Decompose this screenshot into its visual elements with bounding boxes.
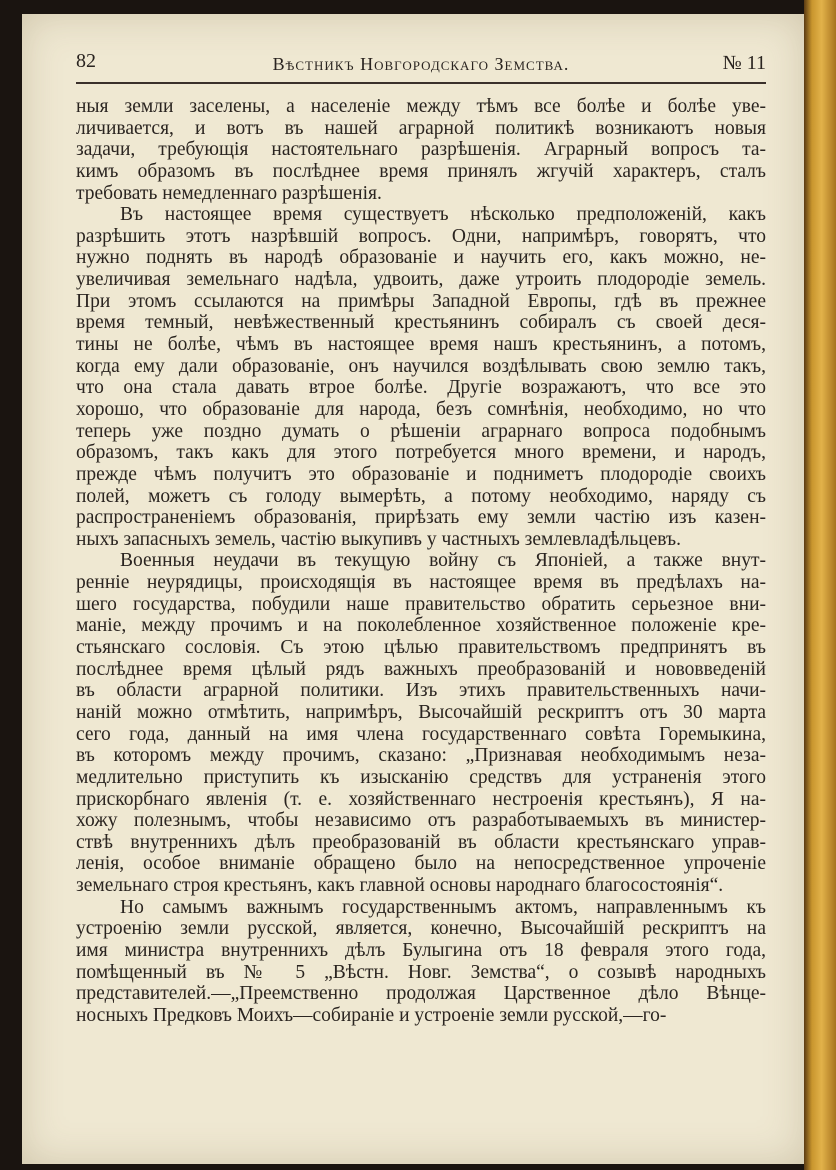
issue-number: № 11 [722,52,766,74]
journal-title: Вѣстникъ Новгородскаго Земства. [272,54,570,74]
text-line: разрѣшить этотъ назрѣвшій вопросъ. Одни, напримѣръ, говорятъ, что [76,225,766,247]
text-line: личивается, и вотъ въ нашей аграрной политикѣ возникаютъ новыя [76,117,766,139]
text-line: имя министра внутреннихъ дѣлъ Булыгина отъ 18 февраля этого года, [76,939,766,961]
text-line: устроенію земли русской, является, конечно, Высочайшій рескриптъ на [76,918,766,940]
text-line: нужно поднять въ народѣ образованіе и научить его, какъ можно, не- [76,247,766,269]
text-line: ныхъ запасныхъ земель, частію выкупивъ у частныхъ землевладѣльцевъ. [76,528,681,550]
text-line: когда ему дали образованіе, онъ научился воздѣлывать свою землю такъ, [76,355,766,377]
text-line: требовать немедленнаго разрѣшенія. [76,182,382,204]
text-line: Въ настоящее время существуетъ нѣсколько предположеній, какъ [120,204,766,226]
text-line: медлительно приступить къ изысканію средствъ для устраненія этого [76,766,766,788]
text-line: помѣщенный въ № 5 „Вѣстн. Новг. Земства“, о созывѣ народныхъ [76,961,766,983]
text-line: ствѣ внутреннихъ дѣлъ преобразованій въ области крестьянскаго управ- [76,831,766,853]
text-line: наній можно отмѣтить, напримѣръ, Высочайшій рескриптъ отъ 30 марта [76,701,766,723]
text-line: въ области аграрной политики. Изъ этихъ правительственныхъ начи- [76,680,766,702]
text-line: ренніе неурядицы, происходящія въ настоящее время въ предѣлахъ на- [76,572,766,594]
text-line: распространеніемъ образованія, прирѣзать ему земли частію изъ казен- [76,507,766,529]
text-line: ленія, особое вниманіе обращено было на непосредственное упроченіе [76,853,766,875]
text-line: полей, можетъ съ голоду вымерѣть, а потому необходимо, наряду съ [76,485,766,507]
text-line: шего государства, побудили наше правительство обратить серьезное вни- [76,593,766,615]
text-line: Военныя неудачи въ текущую войну съ Японіей, а также внут- [120,550,766,572]
text-line: сего года, данный на имя члена государственнаго совѣта Горемыкина, [76,723,766,745]
text-line: тины не болѣе, чѣмъ въ настоящее время нашъ крестьянинъ, а потомъ, [76,334,766,356]
text-line: хожу полезнымъ, чтобы независимо отъ разработываемыхъ въ министер- [76,810,766,832]
text-line: теперь уже поздно думать о рѣшеніи аграрнаго вопроса подобнымъ [76,420,766,442]
text-line: прискорбнаго явленія (т. е. хозяйственнаго нестроенія крестьянъ), Я на- [76,788,766,810]
page-number: 82 [76,50,96,72]
running-header [76,44,766,84]
article-body [76,96,766,1027]
text-line: ныя земли заселены, а населеніе между тѣмъ все болѣе и болѣе уве- [76,96,766,117]
text-line: прежде чѣмъ получитъ это образованіе и подниметъ плодородіе своихъ [76,463,766,485]
text-line: въ которомъ между прочимъ, сказано: „Признавая необходимымъ неза- [76,745,766,767]
text-line: хорошо, что образованіе для народа, безъ сомнѣнія, необходимо, но что [76,398,766,420]
text-line: стьянскаго сословія. Съ этою цѣлью правительствомъ предпринятъ въ [76,637,766,659]
text-line: Но самымъ важнымъ государственнымъ актомъ, направленнымъ къ [120,896,766,918]
text-line: послѣднее время цѣлый рядъ важныхъ преобразованій и нововведеній [76,658,766,680]
text-line: кимъ образомъ въ послѣднее время принялъ жгучій характеръ, сталъ [76,160,766,182]
book-spine [804,0,836,1170]
text-line: время темный, невѣжественный крестьянинъ собиралъ съ своей деся- [76,312,766,334]
text-line: задачи, требующія настоятельнаго разрѣшенія. Аграрный вопросъ та- [76,139,766,161]
header-rule [76,82,766,84]
text-line: При этомъ ссылаются на примѣры Западной Европы, гдѣ въ прежнее [76,290,766,312]
text-line: маніе, между прочимъ и на поколебленное хозяйственное положеніе кре- [76,615,766,637]
text-line: образомъ, такъ какъ для этого потребуется много времени, и народъ, [76,442,766,464]
text-line: представителей.—„Преемственно продолжая Царственное дѣло Вѣнце- [76,983,766,1005]
text-line: что она стала давать втрое болѣе. Другіе возражаютъ, что все это [76,377,766,399]
text-line: носныхъ Предковъ Моихъ—собираніе и устроеніе земли русской,—го- [76,1004,667,1026]
text-line: земельнаго строя крестьянъ, какъ главной основы народнаго благосостоянія“. [76,875,724,897]
text-line: увеличивая земельнаго надѣла, удвоить, даже утроить плодородіе земель. [76,269,766,291]
